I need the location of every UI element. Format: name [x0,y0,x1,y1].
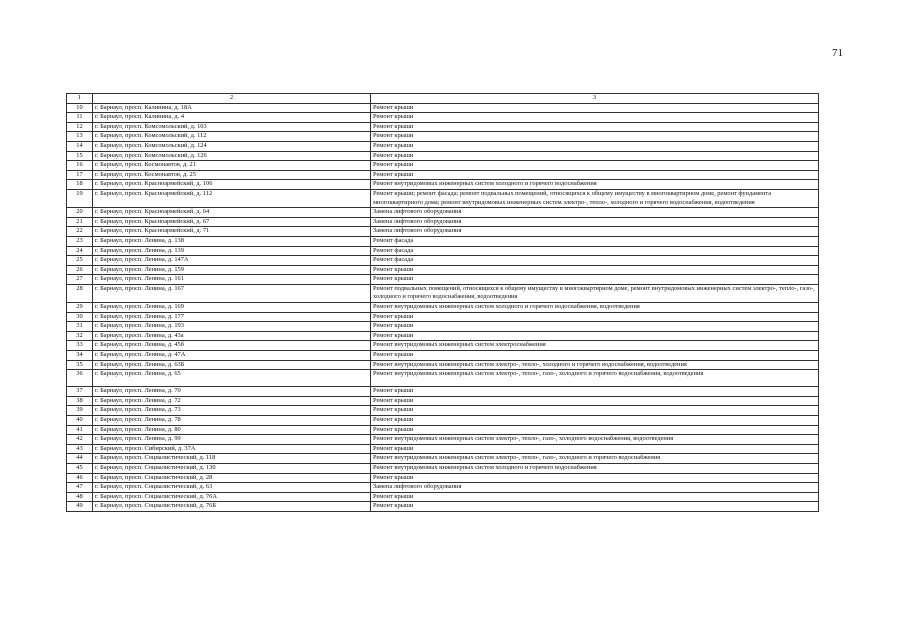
table-row [67,492,819,502]
table-row [67,396,819,406]
table-row [67,425,819,435]
address-cell: г. Барнаул, просп. Ленина, д. 139 [93,246,371,256]
table-row [67,246,819,256]
works-cell: Ремонт внутридомовых инженерных систем электро-, тепло-, холодного и горячего водоснабжения, водоотведения [371,360,819,370]
row-number-cell: 24 [67,246,93,256]
row-number-cell: 43 [67,444,93,454]
table-row [67,141,819,151]
row-number-cell: 16 [67,161,93,171]
address-cell: г. Барнаул, просп. Ленина, д. 193 [93,322,371,332]
address-cell: г. Барнаул, просп. Комсомольский, д. 103 [93,122,371,132]
works-cell: Замена лифтового оборудования [371,227,819,237]
table-row [67,217,819,227]
row-number-cell: 35 [67,360,93,370]
table-row [67,416,819,426]
works-cell: Ремонт крыши [371,416,819,426]
works-cell: Ремонт крыши [371,351,819,361]
row-number-cell: 49 [67,502,93,512]
works-cell: Ремонт крыши [371,141,819,151]
row-number-cell: 22 [67,227,93,237]
header-cell-1: 1 [67,94,93,104]
table-row [67,312,819,322]
row-number-cell: 33 [67,341,93,351]
row-number-cell: 13 [67,132,93,142]
address-cell: г. Барнаул, просп. Социалистический, д. 63 [93,483,371,493]
table-row [67,435,819,445]
row-number-cell: 11 [67,113,93,123]
works-cell: Ремонт подвальных помещений, относящихся к общему имуществу в многоквартирном доме, ремонт внутридомовых инженерных систем электро-, тепло-, газо-, холодного и горячего водоснабжения, водоотведения [371,284,819,302]
works-cell: Ремонт крыши [371,425,819,435]
address-cell: г. Барнаул, просп. Ленина, д. 159 [93,265,371,275]
row-number-cell: 19 [67,189,93,207]
row-number-cell: 40 [67,416,93,426]
row-number-cell: 37 [67,387,93,397]
address-cell: г. Барнаул, просп. Социалистический, д. 76Б [93,502,371,512]
row-number-cell: 17 [67,170,93,180]
address-cell: г. Барнаул, просп. Сибирский, д. 37А [93,444,371,454]
address-cell: г. Барнаул, просп. Красноармейский, д. 71 [93,227,371,237]
address-cell: г. Барнаул, просп. Ленина, д. 99 [93,435,371,445]
address-cell: г. Барнаул, просп. Комсомольский, д. 112 [93,132,371,142]
row-number-cell: 20 [67,208,93,218]
row-number-cell: 27 [67,275,93,285]
address-cell: г. Барнаул, просп. Ленина, д. 63Б [93,360,371,370]
address-cell: г. Барнаул, просп. Ленина, д. 138 [93,236,371,246]
row-number-cell: 26 [67,265,93,275]
row-number-cell: 12 [67,122,93,132]
works-cell: Ремонт крыши [371,275,819,285]
table-row [67,189,819,207]
table-row [67,370,819,387]
works-cell: Замена лифтового оборудования [371,208,819,218]
address-cell: г. Барнаул, просп. Социалистический, д. 130 [93,463,371,473]
row-number-cell: 18 [67,180,93,190]
table-row [67,180,819,190]
address-cell: г. Барнаул, просп. Ленина, д. 65 [93,370,371,387]
row-number-cell: 15 [67,151,93,161]
works-cell: Ремонт крыши [371,113,819,123]
table-row [67,236,819,246]
address-cell: г. Барнаул, просп. Калинина, д. 4 [93,113,371,123]
address-cell: г. Барнаул, просп. Ленина, д. 167 [93,284,371,302]
address-cell: г. Барнаул, просп. Ленина, д. 80 [93,425,371,435]
repair-registry-table [66,93,819,512]
address-cell: г. Барнаул, просп. Ленина, д. 177 [93,312,371,322]
address-cell: г. Барнаул, просп. Социалистический, д. 118 [93,454,371,464]
table-row [67,122,819,132]
row-number-cell: 44 [67,454,93,464]
works-cell: Ремонт внутридомовых инженерных систем холодного и горячего водоснабжения [371,180,819,190]
table-header-row [67,94,819,104]
table-row [67,406,819,416]
row-number-cell: 42 [67,435,93,445]
row-number-cell: 36 [67,370,93,387]
table-row [67,351,819,361]
table-row [67,444,819,454]
row-number-cell: 10 [67,103,93,113]
row-number-cell: 23 [67,236,93,246]
address-cell: г. Барнаул, просп. Космонавтов, д. 25 [93,170,371,180]
header-cell-2: 2 [93,94,371,104]
row-number-cell: 47 [67,483,93,493]
table-row [67,341,819,351]
table-row [67,256,819,266]
table-row [67,454,819,464]
table-row [67,502,819,512]
address-cell: г. Барнаул, просп. Социалистический, д. 28 [93,473,371,483]
table-row [67,387,819,397]
table-row [67,322,819,332]
row-number-cell: 38 [67,396,93,406]
page-number: 71 [832,47,843,59]
row-number-cell: 29 [67,303,93,313]
works-cell: Ремонт внутридомовых инженерных систем холодного и горячего водоснабжения, водоотведения [371,303,819,313]
address-cell: г. Барнаул, просп. Комсомольский, д. 126 [93,151,371,161]
works-cell: Ремонт крыши [371,312,819,322]
table-row [67,360,819,370]
address-cell: г. Барнаул, просп. Ленина, д. 161 [93,275,371,285]
address-cell: г. Барнаул, просп. Красноармейский, д. 64 [93,208,371,218]
table-row [67,331,819,341]
address-cell: г. Барнаул, просп. Социалистический, д. 76А [93,492,371,502]
table-row [67,151,819,161]
works-cell: Ремонт внутридомовых инженерных систем холодного и горячего водоснабжения [371,463,819,473]
works-cell: Ремонт крыши [371,170,819,180]
address-cell: г. Барнаул, просп. Комсомольский, д. 124 [93,141,371,151]
row-number-cell: 34 [67,351,93,361]
table-row [67,265,819,275]
works-cell: Ремонт крыши [371,161,819,171]
address-cell: г. Барнаул, просп. Ленина, д. 73 [93,406,371,416]
works-cell: Ремонт крыши [371,387,819,397]
row-number-cell: 32 [67,331,93,341]
row-number-cell: 45 [67,463,93,473]
table-row [67,463,819,473]
works-cell: Ремонт фасада [371,236,819,246]
table-row [67,113,819,123]
table-row [67,303,819,313]
table-row [67,275,819,285]
works-cell: Ремонт фасада [371,246,819,256]
works-cell: Ремонт внутридомовых инженерных систем электроснабжения [371,341,819,351]
works-cell: Замена лифтового оборудования [371,483,819,493]
address-cell: г. Барнаул, просп. Красноармейский, д. 67 [93,217,371,227]
address-cell: г. Барнаул, просп. Ленина, д. 78 [93,416,371,426]
works-cell: Ремонт крыши [371,492,819,502]
works-cell: Ремонт крыши [371,322,819,332]
works-cell: Ремонт крыши [371,473,819,483]
address-cell: г. Барнаул, просп. Ленина, д. 45б [93,341,371,351]
works-cell: Ремонт крыши [371,103,819,113]
works-cell: Ремонт крыши [371,396,819,406]
address-cell: г. Барнаул, просп. Ленина, д. 169 [93,303,371,313]
address-cell: г. Барнаул, просп. Ленина, д. 70 [93,387,371,397]
address-cell: г. Барнаул, просп. Ленина, д. 43а [93,331,371,341]
works-cell: Ремонт крыши [371,265,819,275]
works-cell: Ремонт крыши [371,444,819,454]
works-cell: Ремонт крыши; ремонт фасада; ремонт подвальных помещений, относящихся к общему имуществу в многоквартирном доме, ремонт фундамента многоквартирного дома; ремонт внутридомовых инженерных систем электро-, тепло-, холодного и горячего водоснабжения, водоотведения [371,189,819,207]
row-number-cell: 31 [67,322,93,332]
works-cell: Замена лифтового оборудования [371,217,819,227]
table-row [67,473,819,483]
works-cell: Ремонт крыши [371,122,819,132]
works-cell: Ремонт фасада [371,256,819,266]
works-cell: Ремонт внутридомовых инженерных систем электро-, тепло-, газо-, холодного водоснабжения, водоотведения [371,435,819,445]
row-number-cell: 14 [67,141,93,151]
address-cell: г. Барнаул, просп. Ленина, д. 147А [93,256,371,266]
row-number-cell: 39 [67,406,93,416]
table-row [67,103,819,113]
table-row [67,227,819,237]
table-row [67,208,819,218]
address-cell: г. Барнаул, просп. Красноармейский, д. 112 [93,189,371,207]
table-row [67,132,819,142]
address-cell: г. Барнаул, просп. Космонавтов, д. 21 [93,161,371,171]
address-cell: г. Барнаул, просп. Калинина, д. 18А [93,103,371,113]
works-cell: Ремонт крыши [371,331,819,341]
works-cell: Ремонт крыши [371,151,819,161]
address-cell: г. Барнаул, просп. Красноармейский, д. 106 [93,180,371,190]
works-cell: Ремонт крыши [371,132,819,142]
address-cell: г. Барнаул, просп. Ленина, д. 47А [93,351,371,361]
row-number-cell: 30 [67,312,93,322]
works-cell: Ремонт крыши [371,502,819,512]
row-number-cell: 21 [67,217,93,227]
table-row [67,284,819,302]
header-cell-3: 3 [371,94,819,104]
table-row [67,161,819,171]
works-cell: Ремонт внутридомовых инженерных систем электро-, тепло-, газо-, холодного и горячего водоснабжения, водоотведения [371,370,819,387]
works-cell: Ремонт крыши [371,406,819,416]
works-cell: Ремонт внутридомовых инженерных систем электро-, тепло-, газо-, холодного и горячего водоснабжения [371,454,819,464]
row-number-cell: 28 [67,284,93,302]
row-number-cell: 25 [67,256,93,266]
table-row [67,170,819,180]
table-row [67,483,819,493]
address-cell: г. Барнаул, просп. Ленина, д. 72 [93,396,371,406]
row-number-cell: 41 [67,425,93,435]
row-number-cell: 46 [67,473,93,483]
row-number-cell: 48 [67,492,93,502]
